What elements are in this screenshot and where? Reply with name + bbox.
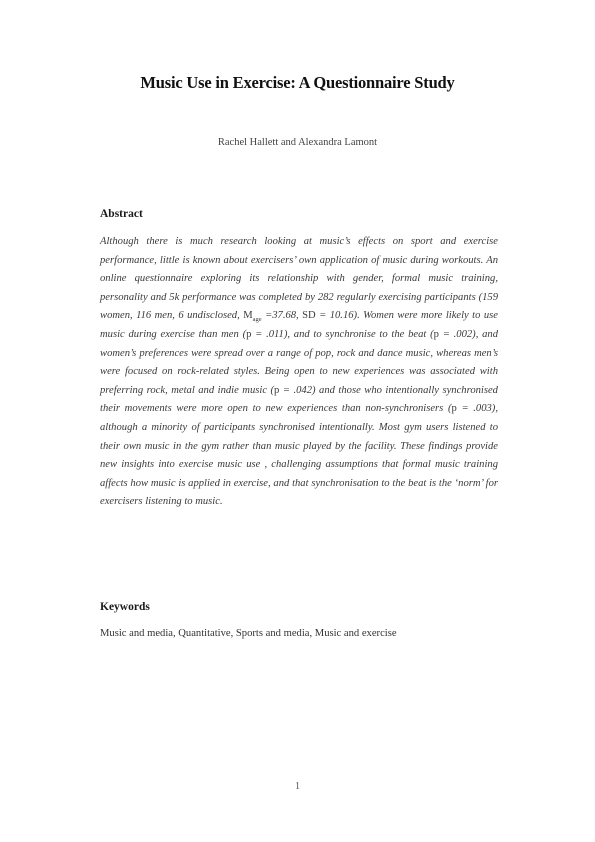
abstract-body: [100, 233, 498, 512]
abstract-segment: = .042) and those who intentionally synchronised their movements were more open to new experiences than non-synchronisers (: [100, 384, 498, 415]
abstract-segment: p: [451, 403, 457, 415]
abstract-segment: = .002), and women’s preferences were spread over a range of pop, rock and dance music, whereas men’s were focused on rock-related styles. Being open to new experiences was associated with preferring rock, metal and indie music (: [100, 328, 498, 396]
paper-authors: Rachel Hallett and Alexandra Lamont: [217, 137, 378, 148]
abstract-segment: age: [252, 316, 262, 324]
keywords-text: Music and media, Quantitative, Sports and media, Music and exercise: [100, 628, 397, 639]
abstract-segment: =37.68,: [261, 310, 303, 322]
keywords-heading: Keywords: [100, 601, 150, 613]
paper-title: Music Use in Exercise: A Questionnaire Study: [140, 73, 455, 92]
abstract-segment: p: [274, 384, 280, 396]
abstract-segment: Although there is much research looking at music’s effects on sport and exercise performance, little is known about exercisers’ own application of music during workouts. An online questionnaire exploring its relationship with gender, formal music training, personality and 5k performance was completed by 282 regularly exercising participants (159 women, 116 men, 6 undisclosed,: [100, 236, 498, 322]
abstract-segment: M: [243, 310, 253, 322]
abstract-segment: = .011), and to synchronise to the beat (: [251, 328, 434, 340]
abstract-segment: = 10.16). Women were more likely to use music during exercise than men (: [100, 310, 498, 340]
abstract-segment: p: [433, 328, 439, 340]
abstract-heading: Abstract: [100, 208, 143, 220]
abstract-segment: p: [246, 328, 252, 340]
abstract-segment: = .003), although a minority of participants synchronised intentionally. Most gym users listened to their own music in the gym rather than music played by the facility. These findings provide new insights into exercise music use , challenging assumptions that formal music training affects how music is applied in exercise, and that synchronisation to the beat is the ‘norm’ for exercisers listening to music.: [100, 403, 498, 508]
page-number: 1: [295, 781, 300, 792]
abstract-segment: SD: [302, 310, 316, 322]
